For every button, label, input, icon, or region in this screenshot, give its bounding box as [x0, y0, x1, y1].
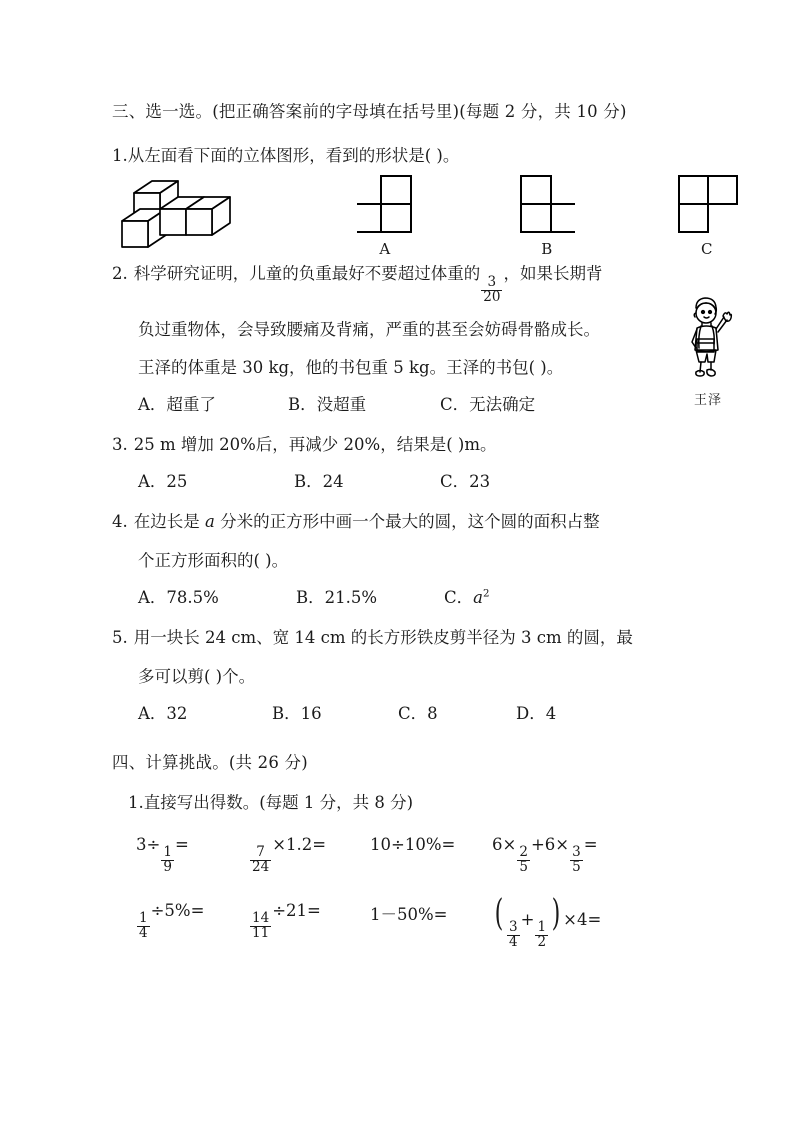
page-content [112, 100, 712, 955]
question-5-line-1 [112, 625, 712, 652]
question-4-option-c[interactable] [444, 585, 489, 611]
question-5-number: 5. [112, 628, 128, 648]
question-5-options [112, 701, 712, 727]
calc-item-4-post: = [583, 834, 598, 854]
section-4-sub-1-heading: 1.直接写出得数。(每题 1 分，共 8 分) [128, 792, 414, 812]
student-name-label: 王泽 [693, 393, 722, 408]
question-5-option-b[interactable]: B．16 [272, 703, 322, 723]
question-2 [112, 261, 712, 418]
question-1 [112, 143, 713, 259]
question-3-text: 25 m 增加 20%后，再减少 20%，结果是( )m。 [133, 435, 497, 455]
question-4-text-a: 在边长是 [133, 512, 205, 532]
question-3-number: 3. [112, 435, 128, 455]
shape-option-a[interactable] [354, 173, 416, 258]
boy-with-backpack-icon [678, 292, 738, 384]
question-4-option-c-prefix: C． [444, 587, 474, 607]
question-4-option-a[interactable]: A．78.5% [138, 587, 219, 607]
section-3-heading: 三、选一选。(把正确答案前的字母填在括号里)(每题 2 分，共 10 分) [112, 102, 627, 121]
calc-item-1-pre: 3÷ [136, 834, 161, 854]
question-5-option-d[interactable]: D．4 [516, 703, 557, 723]
calc-item-8-fraction-1: $\frac{3}{4}$ [509, 919, 518, 950]
question-4-option-c-exponent: 2 [482, 588, 490, 600]
question-3-line-1 [112, 432, 712, 459]
shape-option-c-label: C [701, 240, 713, 259]
calc-item-8-close-paren: ) [551, 892, 561, 934]
isometric-cube-figure [116, 175, 232, 253]
calc-item-4-fraction-1: $\frac{2}{5}$ [519, 844, 528, 875]
question-1-figures [112, 173, 713, 259]
question-4-number: 4. [112, 512, 128, 532]
question-3-option-c[interactable]: C．23 [440, 472, 491, 492]
question-2-options [112, 392, 712, 418]
calc-item-8-mid: + [520, 909, 535, 929]
calc-item-7-text: 1－50%= [370, 904, 448, 924]
calc-item-6-post: ÷21= [272, 900, 321, 920]
question-2-option-c[interactable]: C．无法确定 [440, 394, 536, 414]
shape-option-b[interactable] [516, 173, 578, 258]
question-3-options [112, 469, 712, 495]
calc-item-2-post: ×1.2= [272, 834, 327, 854]
calc-item-4-pre: 6× [492, 834, 517, 854]
question-2-text-a: 科学研究证明，儿童的负重最好不要超过体重的 [133, 264, 481, 284]
calc-item-5-post: ÷5%= [150, 900, 205, 920]
shape-option-b-label: B [541, 240, 553, 259]
question-3-option-b[interactable]: B．24 [294, 472, 344, 492]
question-5-text: 用一块长 24 cm、宽 14 cm 的长方形铁皮剪半径为 3 cm 的圆，最 [133, 628, 633, 648]
calc-item-1-post: = [174, 834, 189, 854]
question-2-line-2: 负过重物体，会导致腰痛及背痛，严重的甚至会妨碍骨骼成长。 [138, 319, 600, 339]
question-2-line-1 [112, 261, 712, 304]
question-5 [112, 625, 712, 727]
calc-item-2 [249, 835, 326, 875]
question-2-line-3: 王泽的体重是 30 kg，他的书包重 5 kg。王泽的书包( )。 [138, 358, 564, 378]
calc-item-3 [370, 835, 455, 854]
calc-item-8-fraction-2: $\frac{1}{2}$ [537, 919, 547, 950]
calc-item-8 [492, 892, 602, 950]
calc-item-4-fraction-2: $\frac{3}{5}$ [572, 844, 581, 875]
question-4-options [112, 585, 712, 611]
calc-item-4 [492, 835, 598, 875]
shape-option-a-label: A [379, 240, 391, 259]
calculation-row-1 [112, 831, 712, 889]
calc-item-7 [370, 901, 448, 925]
question-4-option-c-variable: a [473, 587, 483, 607]
question-2-number: 2. [112, 264, 128, 284]
question-4-text-b: 分米的正方形中画一个最大的圆，这个圆的面积占整 [214, 512, 600, 532]
question-1-text: 1.从左面看下面的立体图形，看到的形状是( )。 [112, 145, 460, 165]
question-5-option-a[interactable]: A．32 [138, 703, 188, 723]
fraction-3-over-20: $\frac{3}{20}$ [483, 273, 501, 305]
question-2-text-b: ，如果长期背 [503, 264, 603, 284]
calc-item-1-fraction: $\frac{1}{9}$ [163, 844, 172, 875]
question-2-option-a[interactable]: A．超重了 [138, 394, 216, 414]
calc-item-5 [136, 901, 204, 941]
question-3-option-a[interactable]: A．25 [138, 472, 188, 492]
calc-item-6-fraction: $\frac{14}{11}$ [252, 910, 270, 941]
calc-item-1 [136, 835, 189, 875]
calc-item-8-open-paren: ( [494, 892, 504, 934]
question-3 [112, 432, 712, 495]
question-4-variable-a: a [205, 512, 215, 532]
section-4-heading: 四、计算挑战。(共 26 分) [112, 753, 308, 773]
calc-item-3-text: 10÷10%= [370, 834, 456, 854]
question-5-option-c[interactable]: C．8 [398, 703, 438, 723]
calc-item-5-fraction: $\frac{1}{4}$ [139, 910, 148, 941]
calc-item-6 [249, 901, 321, 941]
question-4-option-b[interactable]: B．21.5% [296, 587, 378, 607]
question-4 [112, 509, 712, 611]
calc-item-4-mid: +6× [530, 834, 570, 854]
question-4-line-1 [112, 509, 712, 536]
shape-option-c[interactable] [674, 173, 740, 258]
calc-item-2-fraction: $\frac{7}{24}$ [252, 844, 270, 875]
student-illustration [676, 292, 740, 408]
calc-item-8-post: ×4= [563, 909, 602, 929]
question-4-line-2: 个正方形面积的( )。 [138, 551, 289, 571]
calculation-row-2 [112, 892, 712, 955]
question-2-option-b[interactable]: B．没超重 [288, 394, 367, 414]
question-5-line-2: 多可以剪( )个。 [138, 667, 256, 687]
